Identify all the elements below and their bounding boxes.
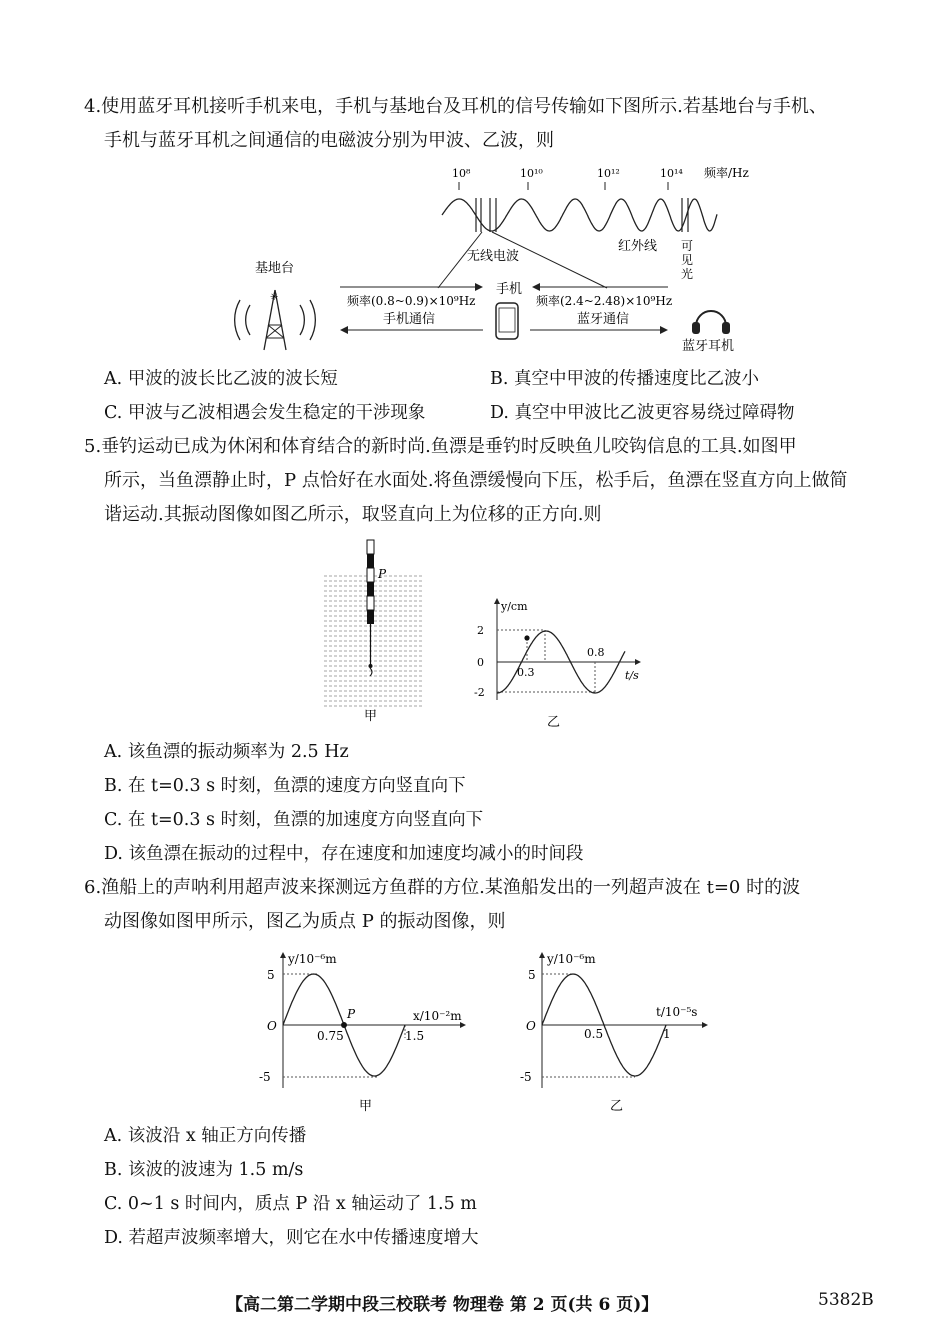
visible-light-label-1: 可 bbox=[681, 239, 694, 253]
y-tick-label: -2 bbox=[474, 686, 485, 699]
base-station-tower-icon bbox=[235, 290, 316, 350]
phone-comm-frequency: 频率(0.8~0.9)×10⁹Hz bbox=[347, 294, 476, 308]
q4-option-d: D. 真空中甲波比乙波更容易绕过障碍物 bbox=[490, 403, 795, 423]
x-axis-label: t/10⁻⁵s bbox=[656, 1005, 698, 1019]
q4-stem-line-2: 手机与蓝牙耳机之间通信的电磁波分别为甲波、乙波，则 bbox=[104, 130, 554, 151]
q6-option-a: A. 该波沿 x 轴正方向传播 bbox=[104, 1126, 307, 1146]
q4-stem-line-1: 4.使用蓝牙耳机接听手机来电，手机与基地台及耳机的信号传输如下图所示.若基地台与手机、 bbox=[84, 96, 827, 117]
q6-wave-graph bbox=[255, 948, 480, 1118]
arrow-head bbox=[475, 283, 483, 291]
y-tick-label: -5 bbox=[520, 1070, 532, 1084]
x-axis-label: t/s bbox=[625, 669, 639, 682]
x-tick-label: 1.5 bbox=[405, 1029, 425, 1043]
radio-wave-label: 无线电波 bbox=[467, 249, 520, 264]
arrow-head bbox=[280, 952, 286, 958]
x-axis-label: x/10⁻²m bbox=[413, 1009, 462, 1023]
base-station-label: 基地台 bbox=[255, 261, 295, 276]
arrow-head bbox=[340, 326, 348, 334]
arrow-head bbox=[635, 659, 641, 665]
figure-caption: 乙 bbox=[547, 715, 561, 730]
t-0-3-point bbox=[524, 635, 529, 640]
phone-label: 手机 bbox=[496, 282, 523, 297]
svg-text:✳: ✳ bbox=[270, 292, 279, 303]
q4-option-b: B. 真空中甲波的传播速度比乙波小 bbox=[490, 369, 759, 389]
q5-vibration-graph bbox=[465, 592, 655, 732]
t-tick-label: 0.3 bbox=[517, 666, 535, 679]
tick-10-10: 10¹⁰ bbox=[520, 167, 543, 180]
point-p bbox=[341, 1022, 347, 1028]
bluetooth-label: 蓝牙通信 bbox=[577, 312, 630, 327]
y-axis-label: y/10⁻⁶m bbox=[547, 952, 596, 966]
figure-caption: 甲 bbox=[359, 1099, 373, 1114]
fish-hook-icon bbox=[370, 668, 372, 676]
q6-vibration-graph bbox=[520, 948, 720, 1118]
float-weight bbox=[369, 664, 373, 668]
infrared-label: 红外线 bbox=[618, 239, 658, 254]
q5-option-c: C. 在 t=0.3 s 时刻，鱼漂的加速度方向竖直向下 bbox=[104, 810, 484, 830]
visible-light-label-2: 见 bbox=[681, 253, 694, 267]
point-p-label: P bbox=[347, 1007, 356, 1021]
q5-stem-line-1: 5.垂钓运动已成为休闲和体育结合的新时尚.鱼漂是垂钓时反映鱼儿咬钩信息的工具.如图甲 bbox=[84, 436, 797, 457]
y-axis-label: y/10⁻⁶m bbox=[288, 952, 337, 966]
q5-float-figure bbox=[320, 538, 430, 728]
q5-stem-line-2: 所示，当鱼漂静止时，P 点恰好在水面处.将鱼漂缓慢向下压，松手后，鱼漂在竖直方向上做简 bbox=[104, 470, 848, 491]
origin-label: O bbox=[267, 1019, 277, 1033]
float-segment bbox=[367, 582, 374, 596]
q4-option-a: A. 甲波的波长比乙波的波长短 bbox=[104, 369, 338, 389]
t-tick-label: 0.5 bbox=[584, 1027, 604, 1041]
visible-light-label-3: 光 bbox=[681, 267, 694, 281]
q6-option-d: D. 若超声波频率增大，则它在水中传播速度增大 bbox=[104, 1228, 479, 1248]
tick-10-14: 10¹⁴ bbox=[660, 167, 683, 180]
y-tick-label: 5 bbox=[528, 968, 536, 982]
arrow-head bbox=[494, 598, 500, 604]
x-tick-label: 0.75 bbox=[317, 1029, 344, 1043]
q5-option-a: A. 该鱼漂的振动频率为 2.5 Hz bbox=[104, 742, 349, 762]
point-p-label: P bbox=[378, 567, 387, 581]
arrow-head bbox=[702, 1022, 708, 1028]
phone-icon bbox=[496, 303, 518, 339]
q6-option-c: C. 0~1 s 时间内，质点 P 沿 x 轴运动了 1.5 m bbox=[104, 1194, 477, 1214]
q5-option-b: B. 在 t=0.3 s 时刻，鱼漂的速度方向竖直向下 bbox=[104, 776, 466, 796]
y-tick-label: 2 bbox=[477, 624, 484, 637]
q5-option-d: D. 该鱼漂在振动的过程中，存在速度和加速度均减小的时间段 bbox=[104, 844, 584, 864]
y-axis-label: y/cm bbox=[501, 600, 528, 613]
y-tick-label: 0 bbox=[477, 656, 484, 669]
q4-figure bbox=[220, 160, 760, 360]
page-footer-title: 【高二第二学期中段三校联考 物理卷 第 2 页(共 6 页)】 bbox=[226, 1295, 659, 1315]
bluetooth-frequency: 频率(2.4~2.48)×10⁹Hz bbox=[536, 294, 673, 308]
y-tick-label: -5 bbox=[259, 1070, 271, 1084]
spectrum-wave bbox=[442, 199, 717, 231]
arrow-head bbox=[539, 952, 545, 958]
origin-label: O bbox=[526, 1019, 536, 1033]
tick-10-12: 10¹² bbox=[597, 167, 620, 180]
arrow-head bbox=[660, 326, 668, 334]
figure-caption: 乙 bbox=[610, 1099, 624, 1114]
paper-code: 5382B bbox=[818, 1290, 874, 1310]
float-segment bbox=[367, 568, 374, 582]
earphone-label: 蓝牙耳机 bbox=[682, 339, 735, 354]
figure-caption: 甲 bbox=[364, 709, 378, 724]
phone-comm-label: 手机通信 bbox=[383, 312, 436, 327]
headphone-icon bbox=[692, 311, 730, 334]
tick-10-8: 10⁸ bbox=[452, 167, 471, 180]
frequency-axis-label: 频率/Hz bbox=[704, 166, 749, 180]
q6-option-b: B. 该波的波速为 1.5 m/s bbox=[104, 1160, 304, 1180]
q6-stem-line-1: 6.渔船上的声呐利用超声波来探测远方鱼群的方位.某渔船发出的一列超声波在 t=0 时的波 bbox=[84, 877, 801, 898]
q5-stem-line-3: 谐运动.其振动图像如图乙所示，取竖直向上为位移的正方向.则 bbox=[104, 504, 602, 525]
q6-stem-line-2: 动图像如图甲所示，图乙为质点 P 的振动图像，则 bbox=[104, 911, 506, 932]
t-tick-label: 0.8 bbox=[587, 646, 605, 659]
t-tick-label: 1 bbox=[663, 1027, 671, 1041]
float-segment bbox=[367, 610, 374, 624]
y-tick-label: 5 bbox=[267, 968, 275, 982]
q4-option-c: C. 甲波与乙波相遇会发生稳定的干涉现象 bbox=[104, 403, 426, 423]
float-segment bbox=[367, 596, 374, 610]
arrow-head bbox=[532, 283, 540, 291]
float-segment bbox=[367, 540, 374, 554]
float-segment bbox=[367, 554, 374, 568]
